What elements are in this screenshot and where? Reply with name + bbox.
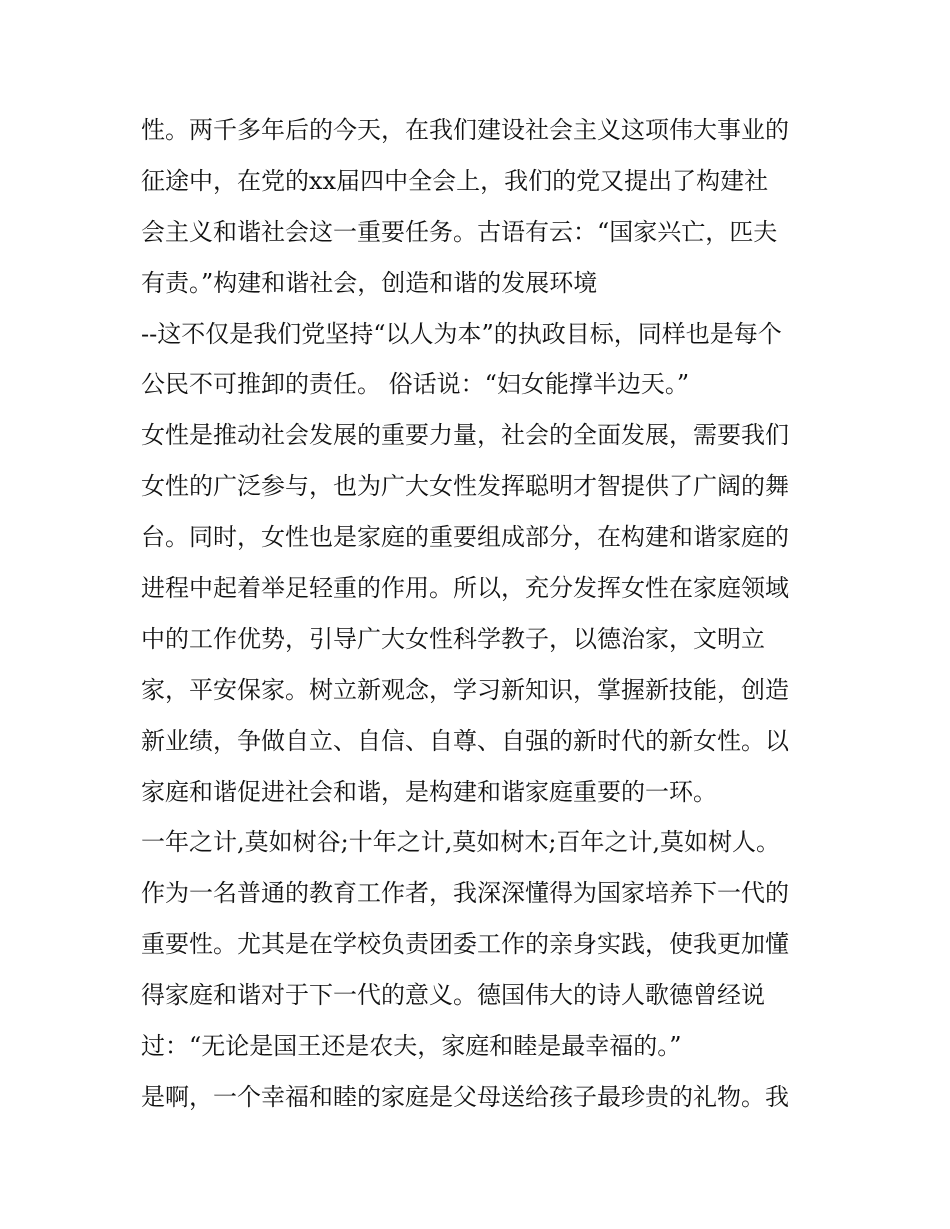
- text-line: 家，平安保家。树立新观念，学习新知识，掌握新技能，创造: [141, 675, 789, 704]
- text-line: 得家庭和谐对于下一代的意义。德国伟大的诗人歌德曾经说: [141, 981, 765, 1010]
- text-line: 有责。”构建和谐社会，创造和谐的发展环境: [141, 268, 598, 297]
- text-line: 进程中起着举足轻重的作用。所以，充分发挥女性在家庭领域: [141, 574, 789, 603]
- text-line: 征途中，在党的xx届四中全会上，我们的党又提出了构建社: [141, 166, 769, 195]
- text-line: 重要性。尤其是在学校负责团委工作的亲身实践，使我更加懂: [141, 930, 789, 959]
- text-line: 过：“无论是国王还是农夫，家庭和睦是最幸福的。”: [141, 1032, 682, 1061]
- text-line: 是啊，一个幸福和睦的家庭是父母送给孩子最珍贵的礼物。我: [141, 1082, 789, 1111]
- text-line: 一年之计,莫如树谷;十年之计,莫如树木;百年之计,莫如树人。: [141, 828, 781, 857]
- text-line: 作为一名普通的教育工作者，我深深懂得为国家培养下一代的: [141, 879, 789, 908]
- text-line: 性。两千多年后的今天，在我们建设社会主义这项伟大事业的: [141, 116, 789, 144]
- text-line: 中的工作优势，引导广大女性科学教子，以德治家，文明立: [141, 624, 765, 653]
- text-line: 会主义和谐社会这一重要任务。古语有云：“国家兴亡，匹夫: [141, 217, 778, 246]
- body-text: [141, 110, 821, 1128]
- text-line: 女性是推动社会发展的重要力量，社会的全面发展，需要我们: [141, 421, 789, 450]
- text-line: 新业绩，争做自立、自信、自尊、自强的新时代的新女性。以: [141, 726, 789, 755]
- text-line: 台。同时，女性也是家庭的重要组成部分，在构建和谐家庭的: [141, 523, 789, 552]
- text-line: 女性的广泛参与，也为广大女性发挥聪明才智提供了广阔的舞: [141, 472, 789, 501]
- text-line: 家庭和谐促进社会和谐，是构建和谐家庭重要的一环。: [141, 777, 717, 806]
- text-line: --这不仅是我们党坚持“以人为本”的执政目标，同样也是每个: [141, 319, 782, 348]
- text-line: 公民不可推卸的责任。 俗话说：“妇女能撑半边天。”: [141, 370, 690, 399]
